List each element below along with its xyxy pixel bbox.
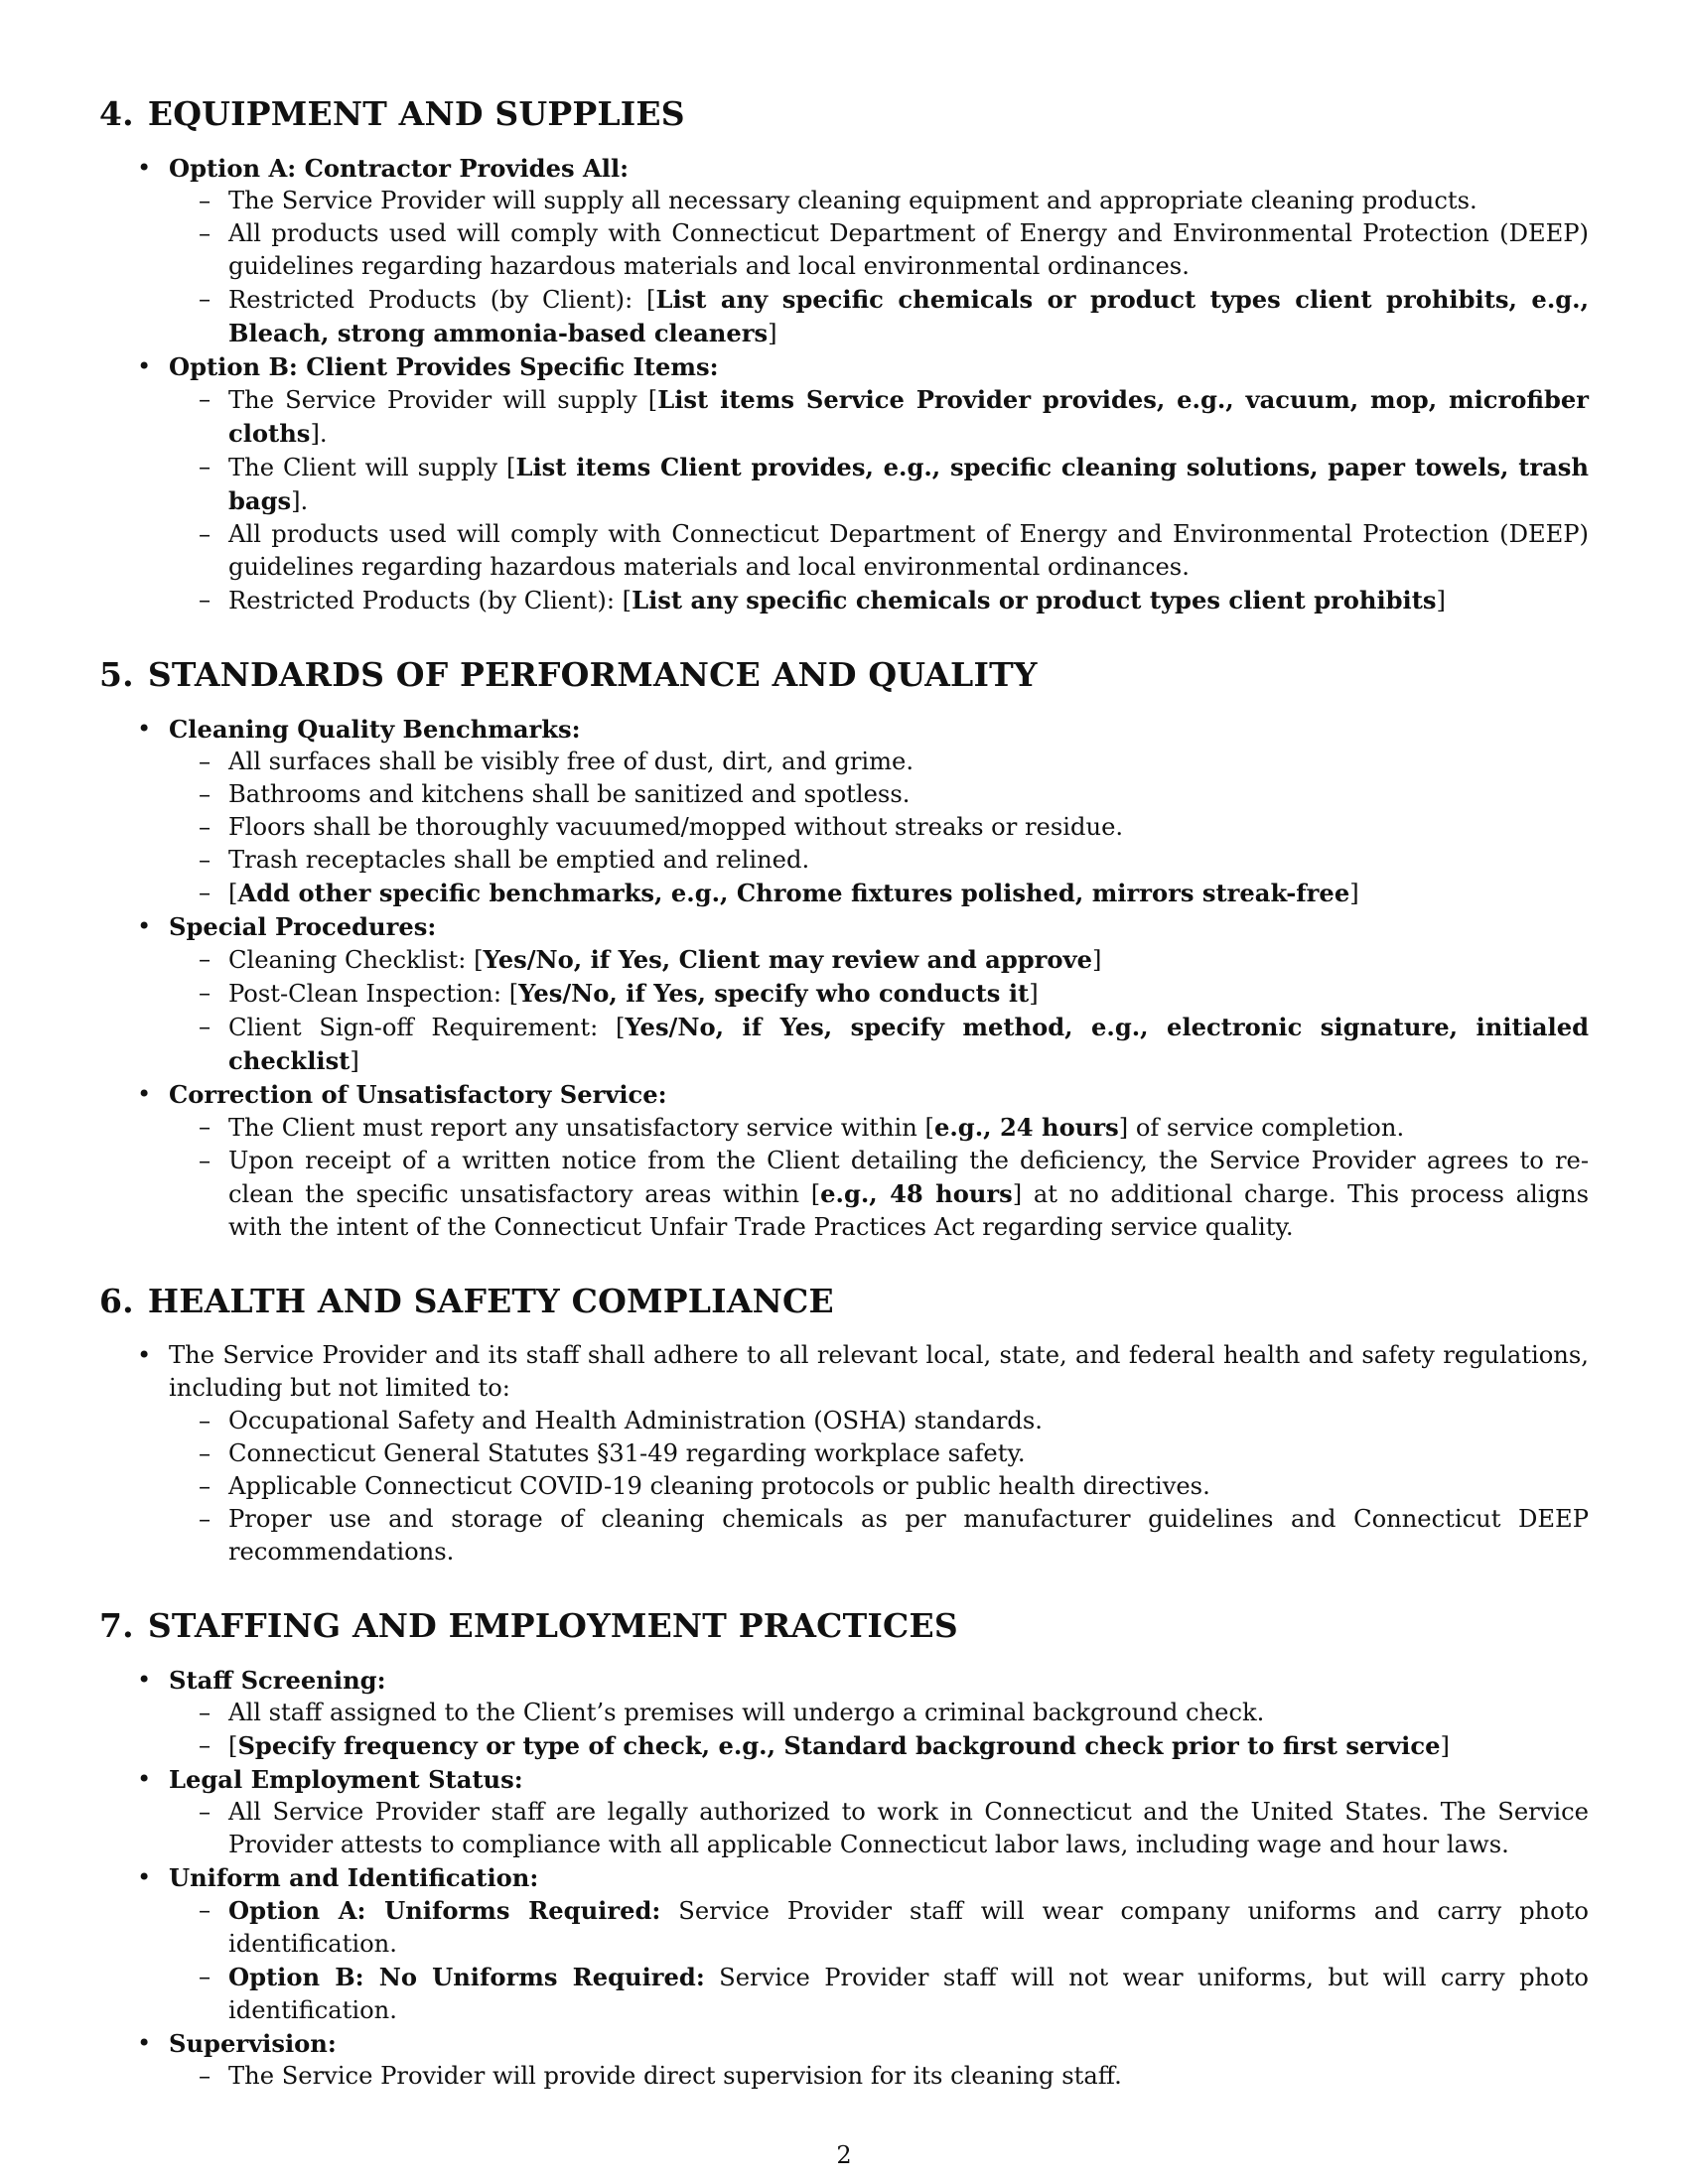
bullet-list: [99, 1664, 1589, 2093]
section-heading: [99, 94, 1589, 134]
sub-item-text: ]: [1029, 980, 1039, 1008]
item-label: • Uniform and Identification:: [169, 1863, 539, 1892]
placeholder-text: List any specific chemicals or product types client prohibits: [632, 586, 1437, 614]
sub-item: [169, 943, 1589, 977]
list-item: [99, 1861, 1589, 2027]
sub-item: [169, 217, 1589, 283]
sub-item-text: [: [228, 880, 238, 907]
sub-item: [169, 1470, 1589, 1503]
sub-list: [169, 943, 1589, 1078]
sub-item-text: ]: [1349, 880, 1359, 907]
sub-item: [169, 283, 1589, 350]
sub-item-text: Service Provider staff will wear company uniforms and carry photo identification.: [228, 1897, 1589, 1958]
placeholder-text: e.g., 24 hours: [933, 1113, 1119, 1142]
item-label: • Correction of Unsatisfactory Service:: [169, 1080, 667, 1109]
sub-item: [169, 518, 1589, 584]
sub-item-lead: Option B: No Uniforms Required:: [228, 1963, 705, 1991]
sub-item-text: All products used will comply with Connecticut Department of Energy and Environmental Protection (DEEP) guidelines regarding hazardous materials and local environmental ordinances.: [228, 520, 1589, 581]
section-heading: [99, 1282, 1589, 1321]
sub-item-text: The Service Provider will supply [: [228, 386, 658, 414]
sub-item-text: [: [228, 1732, 238, 1760]
sub-item: [169, 1961, 1589, 2027]
section-4: [99, 94, 1589, 617]
sub-list: [169, 383, 1589, 617]
sub-list: [169, 2060, 1589, 2093]
sub-item: [169, 1437, 1589, 1470]
list-item: [99, 1339, 1589, 1569]
sub-item-text: ] of service completion.: [1118, 1114, 1405, 1142]
sub-item-text: ].: [291, 487, 309, 515]
sub-item-text: Upon receipt of a written notice from the Client detailing the deficiency, the Service Provider agrees to re-clean the specific unsatisfactory areas within [: [228, 1147, 1589, 1208]
sub-item-text: Service Provider staff will not wear uniforms, but will carry photo identification.: [228, 1964, 1589, 2024]
sub-item: [169, 383, 1589, 451]
section-7: [99, 1606, 1589, 2093]
item-label: • Cleaning Quality Benchmarks:: [169, 715, 581, 744]
sub-item: [169, 1111, 1589, 1145]
sub-item-text: Post-Clean Inspection: [: [228, 980, 519, 1008]
sub-list: [169, 1894, 1589, 2027]
sub-item: [169, 877, 1589, 910]
sub-item-text: Client Sign-off Requirement: [: [228, 1014, 626, 1041]
list-item: [99, 1763, 1589, 1861]
sub-item-text: Floors shall be thoroughly vacuumed/mopped without streaks or residue.: [228, 813, 1124, 841]
section-heading: [99, 1606, 1589, 1646]
section-title: STAFFING AND EMPLOYMENT PRACTICES: [147, 1606, 958, 1645]
item-label: • Legal Employment Status:: [169, 1765, 523, 1794]
placeholder-text: Specify frequency or type of check, e.g., Standard background check prior to first service: [237, 1731, 1441, 1760]
section-title: EQUIPMENT AND SUPPLIES: [147, 94, 685, 133]
section-number: 6.: [99, 1282, 134, 1320]
section-heading: [99, 655, 1589, 695]
sub-item-text: Restricted Products (by Client): [: [228, 286, 656, 314]
sub-item-text: All products used will comply with Connecticut Department of Energy and Environmental Protection (DEEP) guidelines regarding hazardous materials and local environmental ordinances.: [228, 219, 1589, 280]
sub-item-text: ]: [1092, 946, 1102, 974]
sub-item-text: The Service Provider will supply all necessary cleaning equipment and appropriate cleaning products.: [228, 187, 1477, 214]
sub-item-text: The Client must report any unsatisfactory service within [: [228, 1114, 934, 1142]
sub-item-text: The Service Provider will provide direct supervision for its cleaning staff.: [228, 2062, 1122, 2090]
sub-item-text: ]: [1440, 1732, 1450, 1760]
sub-item: [169, 977, 1589, 1011]
sub-list: [169, 746, 1589, 910]
list-item: [99, 152, 1589, 350]
placeholder-text: Yes/No, if Yes, specify who conducts it: [518, 979, 1030, 1008]
section-number: 4.: [99, 94, 134, 133]
section-number: 7.: [99, 1606, 134, 1645]
sub-item: [169, 778, 1589, 811]
placeholder-text: List items Client provides, e.g., specific cleaning solutions, paper towels, trash bags: [228, 453, 1590, 515]
sub-item-text: All surfaces shall be visibly free of dust, dirt, and grime.: [228, 748, 914, 775]
page-number: 2: [836, 2141, 852, 2169]
placeholder-text: Yes/No, if Yes, Client may review and approve: [483, 945, 1092, 974]
sub-item-text: All staff assigned to the Client’s premises will undergo a criminal background check.: [228, 1699, 1265, 1726]
bullet-list: [99, 713, 1589, 1244]
sub-item-text: ]: [768, 320, 777, 347]
sub-item-text: The Client will supply [: [228, 454, 516, 481]
sub-item-text: ]: [350, 1047, 359, 1075]
sub-list: [169, 1796, 1589, 1861]
sub-list: [169, 1111, 1589, 1244]
sub-item: [169, 1145, 1589, 1244]
sub-item-text: Connecticut General Statutes §31-49 regarding workplace safety.: [228, 1439, 1026, 1467]
section-5: [99, 655, 1589, 1244]
sub-item-text: Occupational Safety and Health Administration (OSHA) standards.: [228, 1407, 1043, 1434]
sub-item-text: Proper use and storage of cleaning chemicals as per manufacturer guidelines and Connecticut DEEP recommendations.: [228, 1505, 1589, 1566]
section-title: HEALTH AND SAFETY COMPLIANCE: [147, 1282, 834, 1320]
section-title: STANDARDS OF PERFORMANCE AND QUALITY: [147, 655, 1038, 694]
list-item: [99, 2027, 1589, 2093]
sub-list: [169, 185, 1589, 350]
item-label: • Special Procedures:: [169, 912, 437, 941]
sub-item: [169, 451, 1589, 518]
sub-item-text: ].: [310, 420, 328, 448]
list-item: [99, 910, 1589, 1078]
sub-item: [169, 185, 1589, 217]
placeholder-text: Yes/No, if Yes, specify method, e.g., electronic signature, initialed checklist: [228, 1013, 1589, 1075]
sub-item: [169, 1729, 1589, 1763]
bullet-list: [99, 152, 1589, 617]
sub-item: [169, 746, 1589, 778]
item-label: • Staff Screening:: [169, 1666, 386, 1695]
bullet-list: [99, 1339, 1589, 1569]
sub-item-text: Applicable Connecticut COVID-19 cleaning protocols or public health directives.: [228, 1472, 1210, 1500]
sub-list: [169, 1697, 1589, 1763]
sub-item: [169, 2060, 1589, 2093]
section-number: 5.: [99, 655, 134, 694]
sub-list: [169, 1405, 1589, 1569]
sub-item: [169, 584, 1589, 617]
sub-item: [169, 811, 1589, 844]
item-label: • Option A: Contractor Provides All:: [169, 154, 630, 183]
section-6: [99, 1282, 1589, 1569]
list-item: [99, 350, 1589, 617]
sub-item: [169, 1697, 1589, 1729]
sub-item-text: All Service Provider staff are legally authorized to work in Connecticut and the United States. The Service Provider attests to compliance with all applicable Connecticut labor laws, including wage and hour laws.: [228, 1798, 1589, 1858]
sub-item-text: Trash receptacles shall be emptied and relined.: [228, 846, 810, 874]
placeholder-text: List any specific chemicals or product types client prohibits, e.g., Bleach, strong ammonia-based cleaners: [228, 285, 1589, 347]
list-item: [99, 1664, 1589, 1763]
list-item: [99, 1078, 1589, 1244]
sub-item: [169, 1894, 1589, 1961]
sub-item: [169, 1011, 1589, 1078]
document-body: [99, 94, 1589, 2130]
sub-item: [169, 844, 1589, 877]
list-item: [99, 713, 1589, 910]
placeholder-text: e.g., 48 hours: [820, 1179, 1013, 1208]
item-label: • Option B: Client Provides Specific Items:: [169, 352, 719, 381]
sub-item-text: ]: [1436, 587, 1446, 614]
sub-item: [169, 1405, 1589, 1437]
sub-item-lead: Option A: Uniforms Required:: [228, 1896, 661, 1925]
placeholder-text: List items Service Provider provides, e.g., vacuum, mop, microfiber cloths: [228, 385, 1589, 448]
sub-item-text: Cleaning Checklist: [: [228, 946, 484, 974]
item-label: • Supervision:: [169, 2029, 337, 2058]
sub-item: [169, 1796, 1589, 1861]
item-intro: • The Service Provider and its staff shall adhere to all relevant local, state, and federal health and safety regulations, including but not limited to:: [169, 1341, 1589, 1402]
sub-item-text: ] at no additional charge. This process aligns with the intent of the Connecticut Unfair Trade Practices Act regarding service quality.: [228, 1180, 1589, 1241]
sub-item-text: Restricted Products (by Client): [: [228, 587, 633, 614]
sub-item-text: Bathrooms and kitchens shall be sanitized and spotless.: [228, 780, 911, 808]
placeholder-text: Add other specific benchmarks, e.g., Chrome fixtures polished, mirrors streak-free: [237, 879, 1350, 907]
sub-item: [169, 1503, 1589, 1569]
